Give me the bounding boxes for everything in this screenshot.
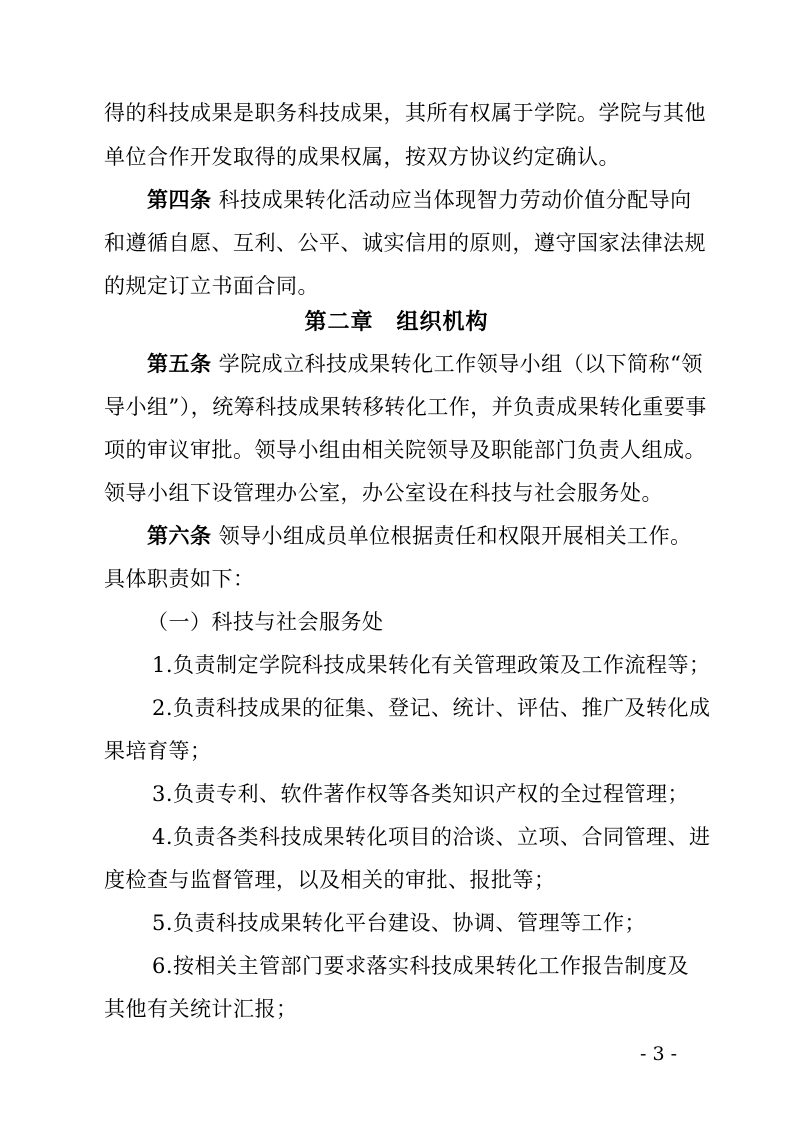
article-label: 第四条 (147, 187, 212, 212)
paragraph-line: 领导小组下设管理办公室，办公室设在科技与社会服务处。 (104, 481, 663, 505)
chapter-heading: 第二章 组织机构 (304, 310, 489, 335)
paragraph-line: 得的科技成果是职务科技成果，其所有权属于学院。学院与其他 (104, 101, 706, 125)
article-4 (147, 185, 692, 215)
article-text: 领导小组成员单位根据责任和权限开展相关工作。 (211, 524, 692, 548)
paragraph-line: 单位合作开发取得的成果权属，按双方协议约定确认。 (104, 145, 620, 169)
paragraph-line: 和遵循自愿、互利、公平、诚实信用的原则，遵守国家法律法规 (104, 231, 706, 255)
paragraph-line: 导小组”），统筹科技成果转移转化工作，并负责成果转化重要事 (104, 395, 707, 419)
list-item-continuation: 其他有关统计汇报； (104, 997, 298, 1021)
article-label: 第五条 (147, 351, 212, 376)
article-5 (147, 349, 703, 379)
list-item: 2.负责科技成果的征集、登记、统计、评估、推广及转化成 (152, 696, 711, 720)
list-item: 3.负责专利、软件著作权等各类知识产权的全过程管理； (152, 782, 690, 806)
list-item: 4.负责各类科技成果转化项目的洽谈、立项、合同管理、进 (152, 825, 711, 849)
list-item-continuation: 度检查与监督管理，以及相关的审批、报批等； (104, 868, 556, 892)
list-item: 5.负责科技成果转化平台建设、协调、管理等工作； (152, 911, 647, 935)
article-text: 学院成立科技成果转化工作领导小组（以下简称“领 (211, 352, 703, 376)
sub-heading: （一）科技与社会服务处 (147, 610, 384, 634)
list-item: 6.按相关主管部门要求落实科技成果转化工作报告制度及 (152, 954, 690, 978)
list-item-continuation: 果培育等； (104, 739, 212, 763)
paragraph-line: 具体职责如下： (104, 567, 255, 591)
article-6 (147, 521, 692, 551)
article-text: 科技成果转化活动应当体现智力劳动价值分配导向 (211, 188, 692, 212)
article-label: 第六条 (147, 523, 212, 548)
page-number: - 3 - (640, 1043, 678, 1065)
list-item: 1.负责制定学院科技成果转化有关管理政策及工作流程等； (152, 653, 711, 677)
paragraph-line: 项的审议审批。领导小组由相关院领导及职能部门负责人组成。 (104, 438, 706, 462)
paragraph-line: 的规定订立书面合同。 (104, 274, 319, 298)
